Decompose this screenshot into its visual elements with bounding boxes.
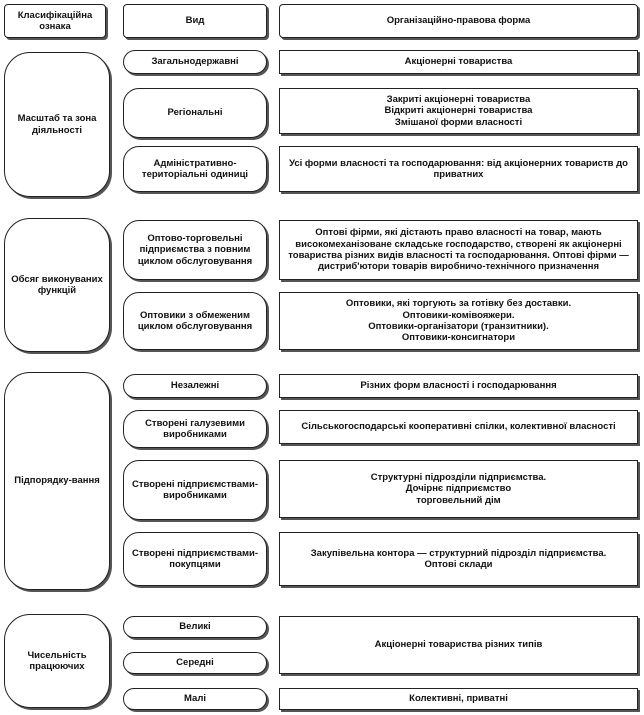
form-limited-cycle xyxy=(279,292,638,350)
category-functions xyxy=(4,218,110,352)
type-producer-enterprises xyxy=(123,460,267,520)
type-full-cycle xyxy=(123,220,267,280)
category-scale xyxy=(4,52,110,197)
form-limited-cycle-line-4: Оптовики-консигнатори xyxy=(401,332,516,344)
type-small-label: Малі xyxy=(184,693,206,705)
form-producer-enterprises-line-3: торговельний дім xyxy=(416,494,501,506)
form-nationwide-line-1: Акціонерні товариства xyxy=(404,56,513,68)
category-functions-label: Обсяг виконуваних функцій xyxy=(11,273,103,296)
form-producer-enterprises-line-1: Структурні підрозділи підприємства. xyxy=(370,471,547,483)
form-buyer-enterprises xyxy=(279,532,638,586)
form-producer-enterprises-line-2: Дочірнє підприємство xyxy=(405,483,512,495)
type-limited-cycle-label: Оптовики з обмеженим циклом обслуговування xyxy=(137,309,253,332)
type-limited-cycle xyxy=(123,292,267,350)
category-headcount-label: Чисельність працюючих xyxy=(27,649,87,672)
header-form xyxy=(279,4,638,38)
type-buyer-enterprises-label: Створені підприємствами-покупцями xyxy=(131,547,259,570)
form-regional-line-2: Відкриті акціонерні товариства xyxy=(384,105,533,117)
form-regional xyxy=(279,88,638,134)
type-independent-label: Незалежні xyxy=(170,380,220,392)
form-nationwide xyxy=(279,50,638,74)
form-industry-producers xyxy=(279,410,638,444)
form-small-line-1: Колективні, приватні xyxy=(409,693,508,705)
form-producer-enterprises xyxy=(279,460,638,518)
form-admin-territorial xyxy=(279,146,638,192)
type-medium xyxy=(123,652,267,674)
form-admin-territorial-line-1: Усі форми власності та господарювання: від акціонерних товариств до приватних xyxy=(289,157,628,180)
form-independent-line-1: Різних форм власності і господарювання xyxy=(360,380,557,392)
type-large xyxy=(123,616,267,638)
form-limited-cycle-line-2: Оптовики-комівояжери. xyxy=(402,309,515,321)
header-classification-label: Класифікаційна ознака xyxy=(17,9,93,32)
header-classification xyxy=(4,4,106,38)
type-independent xyxy=(123,374,267,398)
form-independent xyxy=(279,374,638,398)
type-industry-producers-label: Створені галузевими виробниками xyxy=(145,417,245,440)
type-admin-territorial xyxy=(123,146,267,192)
form-regional-line-1: Закриті акціонерні товариства xyxy=(386,93,531,105)
form-full-cycle xyxy=(279,220,638,280)
category-subordination-label: Підпорядку-вання xyxy=(14,475,100,487)
type-industry-producers xyxy=(123,410,267,448)
type-full-cycle-label: Оптово-торговельні підприємства з повним циклом обслуговування xyxy=(137,232,253,267)
form-buyer-enterprises-line-2: Оптові склади xyxy=(424,559,493,570)
header-type xyxy=(123,4,267,38)
form-industry-producers-line-1: Сільськогосподарські кооперативні спілки, колективної власності xyxy=(301,421,616,433)
category-scale-label: Масштаб та зона діяльності xyxy=(17,113,97,136)
type-admin-territorial-label: Адміністративно-територіальні одиниці xyxy=(141,157,249,180)
form-large-medium-shared xyxy=(279,616,638,674)
type-large-label: Великі xyxy=(179,621,211,633)
header-type-label: Вид xyxy=(185,15,205,27)
type-regional xyxy=(123,88,267,138)
form-small xyxy=(279,688,638,710)
type-producer-enterprises-label: Створені підприємствами-виробниками xyxy=(131,478,259,501)
type-buyer-enterprises xyxy=(123,532,267,586)
type-regional-label: Регіональні xyxy=(167,107,223,119)
category-subordination-box xyxy=(4,372,110,590)
category-headcount xyxy=(4,614,110,708)
form-large-medium-shared-line-1: Акціонерні товариства різних типів xyxy=(374,639,543,651)
form-full-cycle-line-1: Оптові фірми, які дістають право власності на товар, мають високомеханізоване складське господарство, створені як акціонерні товариства різних видів власності та господарювання. Оптові фірми — дистриб'ютори товарів виробничо-технічного призначення xyxy=(288,227,629,273)
type-nationwide xyxy=(123,50,267,74)
type-medium-label: Середні xyxy=(176,657,214,669)
header-form-label: Організаційно-правова форма xyxy=(386,15,531,27)
form-limited-cycle-line-3: Оптовики-організатори (транзитники). xyxy=(368,321,549,332)
type-small xyxy=(123,688,267,710)
form-limited-cycle-line-1: Оптовики, які торгують за готівку без доставки. xyxy=(345,298,572,310)
form-buyer-enterprises-line-1: Закупівельна контора — структурний підрозділ підприємства. xyxy=(310,547,607,559)
form-regional-line-3: Змішаної форми власності xyxy=(394,116,523,128)
type-nationwide-label: Загальнодержавні xyxy=(151,56,239,68)
